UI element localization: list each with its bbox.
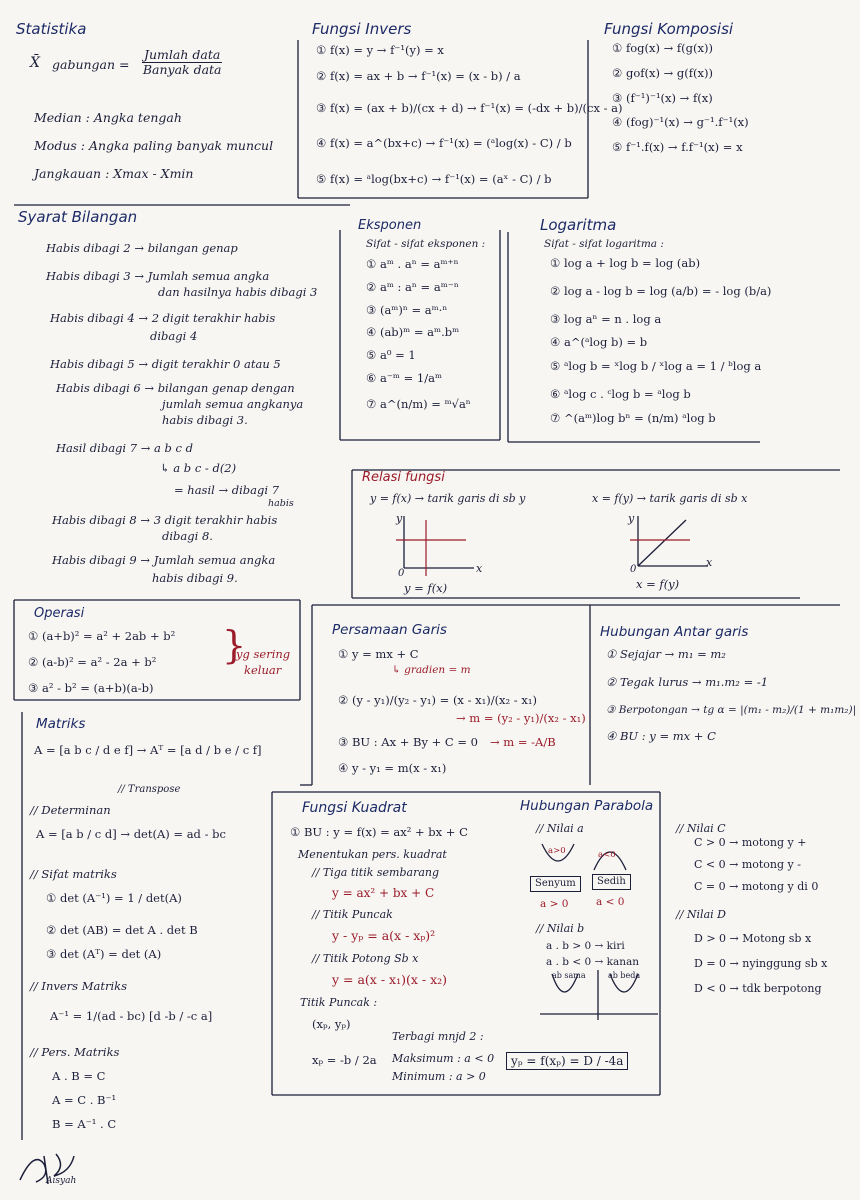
pg-item-1: ① y = mx + C — [338, 647, 419, 661]
nilai-d-item: D = 0 → nyinggung sb x — [694, 957, 828, 971]
syarat-item: Habis dibagi 5 → digit terakhir 0 atau 5 — [50, 357, 281, 371]
matriks-transpose-line: A = [a b c / d e f] → Aᵀ = [a d / b e / c f] — [34, 743, 262, 757]
eksponen-item: ① aᵐ . aⁿ = aᵐ⁺ⁿ — [366, 257, 459, 271]
komposisi-item: ② gof(x) → g(f(x)) — [612, 65, 713, 80]
pers-matriks-item: A = C . B⁻¹ — [52, 1092, 117, 1107]
logaritma-item: ③ log aⁿ = n . log a — [550, 311, 662, 326]
hubungan-garis-title: Hubungan Antar garis — [600, 624, 749, 640]
hp-b2: a . b < 0 → kanan — [546, 956, 640, 968]
sifat-matriks-title: // Sifat matriks — [30, 867, 117, 881]
hp-a-pos: a>0 — [548, 846, 566, 856]
gabungan-label: gabungan = — [52, 57, 130, 72]
fk-potong-title: // Titik Potong Sb x — [312, 952, 419, 965]
fk-yp-box: yₚ = f(xₚ) = D / -4a — [506, 1052, 628, 1070]
hp-b1: a . b > 0 → kiri — [546, 940, 625, 952]
logaritma-item: ⑤ ᵃlog b = ˣlog b / ˣlog a = 1 / ᵇlog a — [550, 359, 762, 374]
fk-maksimum: Maksimum : a < 0 — [392, 1052, 495, 1065]
fk-tp-title: Titik Puncak : — [300, 996, 378, 1009]
fk-tp-coord: (xₚ, yₚ) — [312, 1017, 351, 1031]
fungsi-invers-title: Fungsi Invers — [312, 20, 412, 38]
nilai-c-item: C < 0 → motong y - — [694, 858, 801, 872]
invers-item: ⑤ f(x) = ᵃlog(bx+c) → f⁻¹(x) = (aˣ - C) / b — [316, 172, 552, 187]
pg-gradien-note: ↳ gradien = m — [392, 664, 471, 676]
invers-item: ② f(x) = ax + b → f⁻¹(x) = (x - b) / a — [316, 68, 521, 83]
relasi-left-y-label: y — [396, 512, 403, 525]
nilai-d-item: D < 0 → tdk berpotong — [694, 982, 822, 996]
syarat-item: dan hasilnya habis dibagi 3 — [158, 285, 318, 299]
fk-bu: ① BU : y = f(x) = ax² + bx + C — [290, 825, 468, 839]
jangkauan-text: Jangkauan : Xmax - Xmin — [34, 166, 194, 181]
pers-matriks-item: B = A⁻¹ . C — [52, 1116, 117, 1131]
nilai-d-title: // Nilai D — [676, 908, 726, 921]
fungsi-kuadrat-title: Fungsi Kuadrat — [302, 800, 407, 816]
fungsi-komposisi-title: Fungsi Komposisi — [604, 20, 734, 38]
eksponen-item: ⑥ a⁻ᵐ = 1/aᵐ — [366, 370, 442, 385]
relasi-right-x-label: x — [706, 556, 713, 569]
hp-sedih: Sedih — [592, 874, 631, 890]
operasi-brace-icon: } — [222, 623, 247, 667]
logaritma-item: ⑥ ᵃlog c . ᶜlog b = ᵃlog b — [550, 386, 691, 401]
hp-beda: ab beda — [608, 971, 641, 980]
determinan-title: // Determinan — [30, 803, 111, 817]
komposisi-item: ⑤ f⁻¹.f(x) → f.f⁻¹(x) = x — [612, 140, 743, 155]
logaritma-subtitle: Sifat - sifat logaritma : — [544, 238, 664, 250]
pg-item-3-gradient: → m = -A/B — [490, 735, 556, 749]
logaritma-item: ② log a - log b = log (a/b) = - log (b/a) — [550, 283, 772, 298]
pg-item-4: ④ y - y₁ = m(x - x₁) — [338, 761, 447, 775]
invers-item: ① f(x) = y → f⁻¹(y) = x — [316, 43, 444, 57]
hp-senyum-cond: a > 0 — [540, 898, 569, 910]
logaritma-item: ④ a^(ᵃlog b) = b — [550, 335, 648, 350]
parabola-a-sketch — [538, 838, 634, 874]
invers-item: ④ f(x) = a^(bx+c) → f⁻¹(x) = (ᵃlog(x) - C) / b — [316, 136, 572, 151]
komposisi-item: ③ (f⁻¹)⁻¹(x) → f(x) — [612, 90, 713, 105]
gabungan-fraction — [142, 48, 222, 78]
hp-sama: ab sama — [552, 971, 586, 980]
hubungan-garis-item: ③ Berpotongan → tg α = |(m₁ - m₂)/(1 + m₁m₂)| — [606, 703, 857, 716]
operasi-title: Operasi — [34, 606, 85, 621]
relasi-graph-left — [392, 510, 482, 580]
syarat-item: = hasil → dibagi 7 — [174, 483, 280, 497]
syarat-bilangan-title: Syarat Bilangan — [18, 208, 138, 226]
relasi-title: Relasi fungsi — [362, 470, 445, 485]
invers-item: ③ f(x) = (ax + b)/(cx + d) → f⁻¹(x) = (-dx + b)/(cx - a) — [316, 100, 623, 115]
statistika-title: Statistika — [16, 20, 87, 38]
hp-nilai-a: // Nilai a — [536, 822, 584, 835]
relasi-graph-right — [628, 510, 718, 580]
relasi-right-rule: x = f(y) → tarik garis di sb x — [592, 492, 748, 505]
invers-matriks-title: // Invers Matriks — [30, 979, 128, 993]
pg-item-2-gradient: → m = (y₂ - y₁)/(x₂ - x₁) — [456, 711, 586, 725]
hp-a-neg: a<0 — [598, 850, 616, 860]
eksponen-title: Eksponen — [358, 218, 422, 233]
komposisi-item: ④ (fog)⁻¹(x) → g⁻¹.f⁻¹(x) — [612, 115, 749, 130]
sifat-matriks-item: ② det (AB) = det A . det B — [46, 922, 198, 937]
nilai-c-item: C > 0 → motong y + — [694, 836, 807, 849]
operasi-item: ③ a² - b² = (a+b)(a-b) — [28, 680, 154, 695]
logaritma-title: Logaritma — [540, 216, 617, 234]
fk-potong-formula: y = a(x - x₁)(x - x₂) — [332, 972, 448, 987]
relasi-right-origin: 0 — [630, 564, 637, 575]
operasi-item: ② (a-b)² = a² - 2a + b² — [28, 654, 157, 669]
syarat-item: Habis dibagi 3 → Jumlah semua angka — [46, 269, 270, 283]
hp-nilai-b: // Nilai b — [536, 922, 585, 935]
gabungan-denominator: Banyak data — [142, 62, 222, 78]
nilai-c-title: // Nilai C — [676, 822, 726, 835]
fk-xp: xₚ = -b / 2a — [312, 1053, 377, 1067]
signature-name: Aisyah — [46, 1176, 77, 1186]
logaritma-item: ⑦ ^(aᵐ)log bⁿ = (n/m) ᵃlog b — [550, 410, 716, 425]
operasi-note-2: keluar — [244, 663, 282, 677]
matriks-title: Matriks — [36, 716, 86, 732]
pg-item-2: ② (y - y₁)/(y₂ - y₁) = (x - x₁)/(x₂ - x₁) — [338, 693, 537, 707]
invers-matriks-formula: A⁻¹ = 1/(ad - bc) [d -b / -c a] — [50, 1009, 213, 1023]
syarat-item: habis dibagi 3. — [162, 413, 248, 427]
relasi-left-x-label: x — [476, 562, 483, 575]
xbar-symbol: X̄ — [30, 55, 40, 71]
hubungan-garis-item: ④ BU : y = mx + C — [606, 729, 716, 744]
komposisi-item: ① fog(x) → f(g(x)) — [612, 41, 713, 55]
eksponen-subtitle: Sifat - sifat eksponen : — [366, 238, 486, 250]
pers-matriks-title: // Pers. Matriks — [30, 1045, 120, 1059]
hubungan-garis-item: ② Tegak lurus → m₁.m₂ = -1 — [606, 674, 769, 689]
syarat-item: ↳ a b c - d(2) — [160, 461, 237, 475]
syarat-item: Habis dibagi 2 → bilangan genap — [46, 241, 238, 255]
determinan-formula: A = [a b / c d] → det(A) = ad - bc — [36, 827, 226, 841]
pers-matriks-item: A . B = C — [52, 1069, 106, 1083]
relasi-left-rule: y = f(x) → tarik garis di sb y — [370, 492, 526, 505]
sifat-matriks-item: ① det (A⁻¹) = 1 / det(A) — [46, 891, 182, 905]
syarat-item: Habis dibagi 4 → 2 digit terakhir habis — [50, 311, 276, 325]
modus-text: Modus : Angka paling banyak muncul — [34, 138, 274, 153]
relasi-left-caption: y = f(x) — [404, 581, 448, 595]
operasi-item: ① (a+b)² = a² + 2ab + b² — [28, 629, 176, 643]
fk-puncak-title: // Titik Puncak — [312, 908, 393, 921]
eksponen-item: ④ (ab)ᵐ = aᵐ.bᵐ — [366, 325, 460, 340]
syarat-item: habis dibagi 9. — [152, 571, 238, 585]
fk-terbagi: Terbagi mnjd 2 : — [392, 1030, 484, 1043]
nilai-c-item: C = 0 → motong y di 0 — [694, 880, 819, 894]
relasi-right-caption: x = f(y) — [636, 577, 680, 591]
relasi-right-y-label: y — [628, 512, 635, 525]
logaritma-item: ① log a + log b = log (ab) — [550, 256, 701, 270]
sifat-matriks-item: ③ det (Aᵀ) = det (A) — [46, 946, 162, 961]
fk-tiga-title: // Tiga titik sembarang — [312, 866, 440, 879]
fk-menentukan: Menentukan pers. kuadrat — [298, 848, 447, 861]
hp-senyum: Senyum — [530, 876, 581, 892]
syarat-item: Habis dibagi 9 → Jumlah semua angka — [52, 553, 276, 567]
syarat-item: Habis dibagi 6 → bilangan genap dengan — [56, 381, 295, 395]
eksponen-item: ⑦ a^(n/m) = ᵐ√aⁿ — [366, 396, 471, 411]
syarat-item: dibagi 4 — [150, 329, 198, 343]
fk-minimum: Minimum : a > 0 — [392, 1070, 486, 1083]
syarat-item: dibagi 8. — [162, 529, 213, 543]
hubungan-parabola-title: Hubungan Parabola — [520, 798, 654, 814]
eksponen-item: ② aᵐ : aⁿ = aᵐ⁻ⁿ — [366, 279, 459, 294]
persamaan-garis-title: Persamaan Garis — [332, 622, 447, 638]
median-text: Median : Angka tengah — [34, 110, 182, 125]
syarat-item: jumlah semua angkanya — [162, 397, 304, 411]
hp-sedih-cond: a < 0 — [596, 896, 625, 908]
eksponen-item: ⑤ a⁰ = 1 — [366, 348, 416, 363]
eksponen-item: ③ (aᵐ)ⁿ = aᵐ·ⁿ — [366, 302, 448, 317]
relasi-left-origin: 0 — [398, 568, 405, 579]
syarat-item: Habis dibagi 8 → 3 digit terakhir habis — [52, 513, 278, 527]
hubungan-garis-item: ① Sejajar → m₁ = m₂ — [606, 647, 726, 661]
pg-item-3: ③ BU : Ax + By + C = 0 — [338, 735, 478, 749]
fk-puncak-formula: y - yₚ = a(x - xₚ)² — [332, 928, 436, 943]
syarat-item: habis — [268, 498, 294, 509]
nilai-d-item: D > 0 → Motong sb x — [694, 932, 812, 945]
matriks-transpose-note: // Transpose — [118, 784, 181, 795]
syarat-item: Hasil dibagi 7 → a b c d — [56, 441, 194, 455]
fk-tiga-formula: y = ax² + bx + C — [332, 886, 435, 900]
operasi-note-1: yg sering — [236, 647, 291, 661]
gabungan-numerator: Jumlah data — [144, 47, 221, 62]
